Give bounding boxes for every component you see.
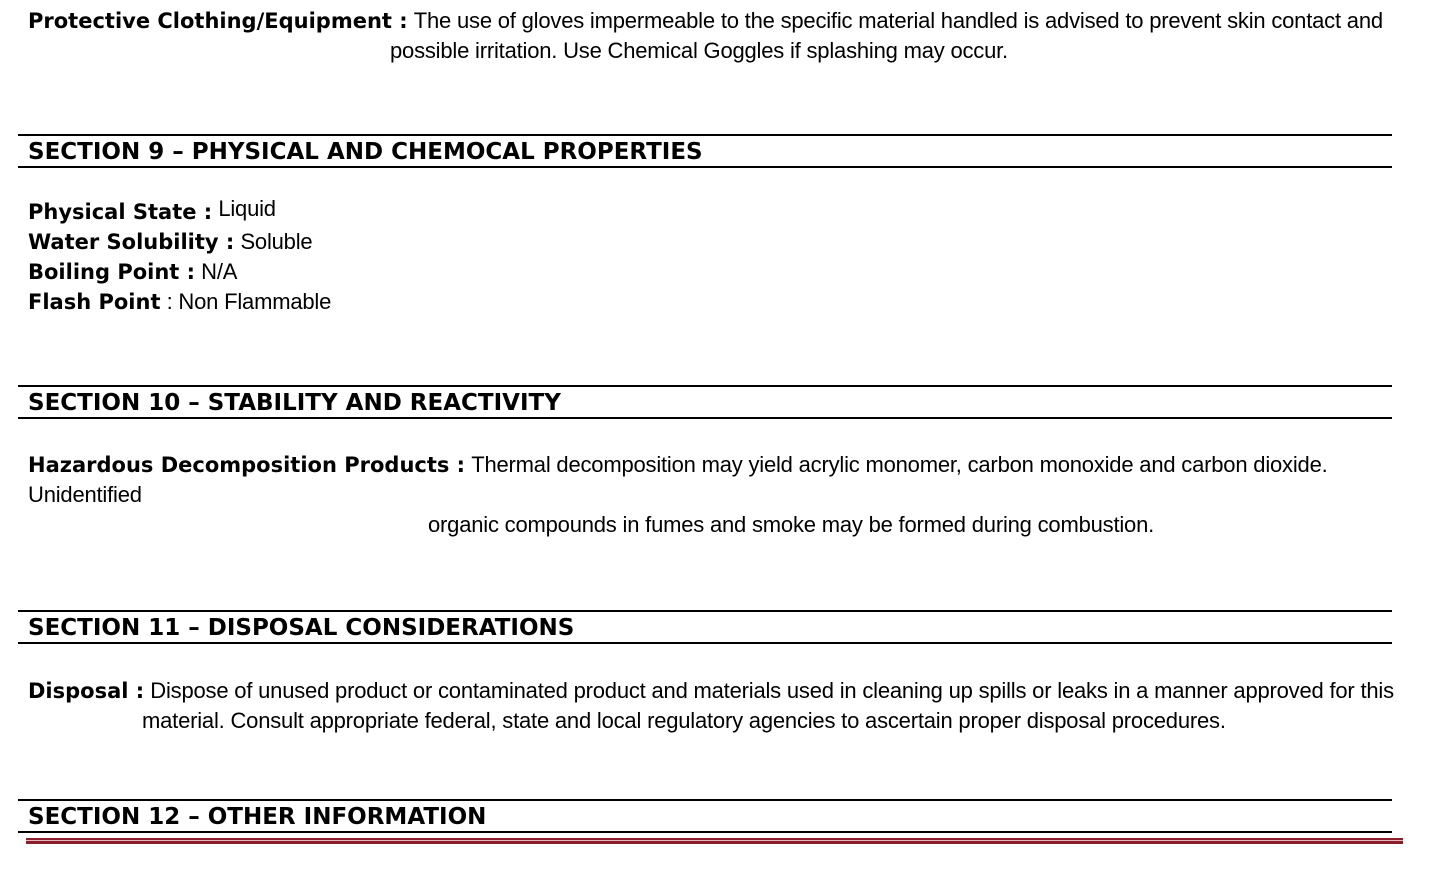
property-label: Water Solubility : (28, 230, 235, 254)
section-10-title: SECTION 10 – STABILITY AND REACTIVITY (28, 390, 561, 416)
protective-clothing-text-line1: The use of gloves impermeable to the specific material handled is advised to prevent skin contact and (413, 8, 1383, 33)
property-physical-state (28, 197, 331, 227)
section-9-title: SECTION 9 – PHYSICAL AND CHEMOCAL PROPERTIES (28, 139, 703, 165)
section-9-header (18, 134, 1392, 168)
protective-clothing-label: Protective Clothing/Equipment : (28, 9, 408, 33)
property-value: : Non Flammable (166, 289, 332, 314)
protective-clothing-text-line2: possible irritation. Use Chemical Goggles if splashing may occur. (390, 38, 1008, 63)
footer-rule (26, 838, 1403, 844)
section-10-header (18, 385, 1392, 419)
hazardous-decomposition-label: Hazardous Decomposition Products : (28, 453, 466, 477)
disposal-label: Disposal : (28, 679, 145, 703)
property-boiling-point (28, 257, 331, 287)
property-label: Physical State : (28, 200, 213, 224)
physical-properties-list (28, 197, 331, 317)
section-12-header (18, 799, 1392, 833)
disposal-text-line2: material. Consult appropriate federal, state and local regulatory agencies to ascertain proper disposal procedures. (142, 708, 1226, 733)
property-label: Flash Point (28, 290, 161, 314)
section-11-title: SECTION 11 – DISPOSAL CONSIDERATIONS (28, 615, 575, 641)
hazardous-decomposition-text-line1: Thermal decomposition may yield acrylic monomer, carbon monoxide and carbon dioxide. Unidentified (28, 452, 1328, 507)
section-12-title: SECTION 12 – OTHER INFORMATION (28, 804, 487, 830)
property-flash-point (28, 287, 331, 317)
property-value: Liquid (218, 196, 276, 221)
disposal-entry (28, 676, 1428, 736)
property-water-solubility (28, 227, 331, 257)
section-11-header (18, 610, 1392, 644)
property-label: Boiling Point : (28, 260, 196, 284)
protective-clothing-entry (28, 6, 1428, 66)
hazardous-decomposition-entry (28, 450, 1438, 540)
hazardous-decomposition-text-line2: organic compounds in fumes and smoke may be formed during combustion. (428, 512, 1155, 537)
disposal-text-line1: Dispose of unused product or contaminated product and materials used in cleaning up spills or leaks in a manner approved for this (150, 678, 1394, 703)
property-value: Soluble (240, 229, 313, 254)
property-value: N/A (201, 259, 238, 284)
